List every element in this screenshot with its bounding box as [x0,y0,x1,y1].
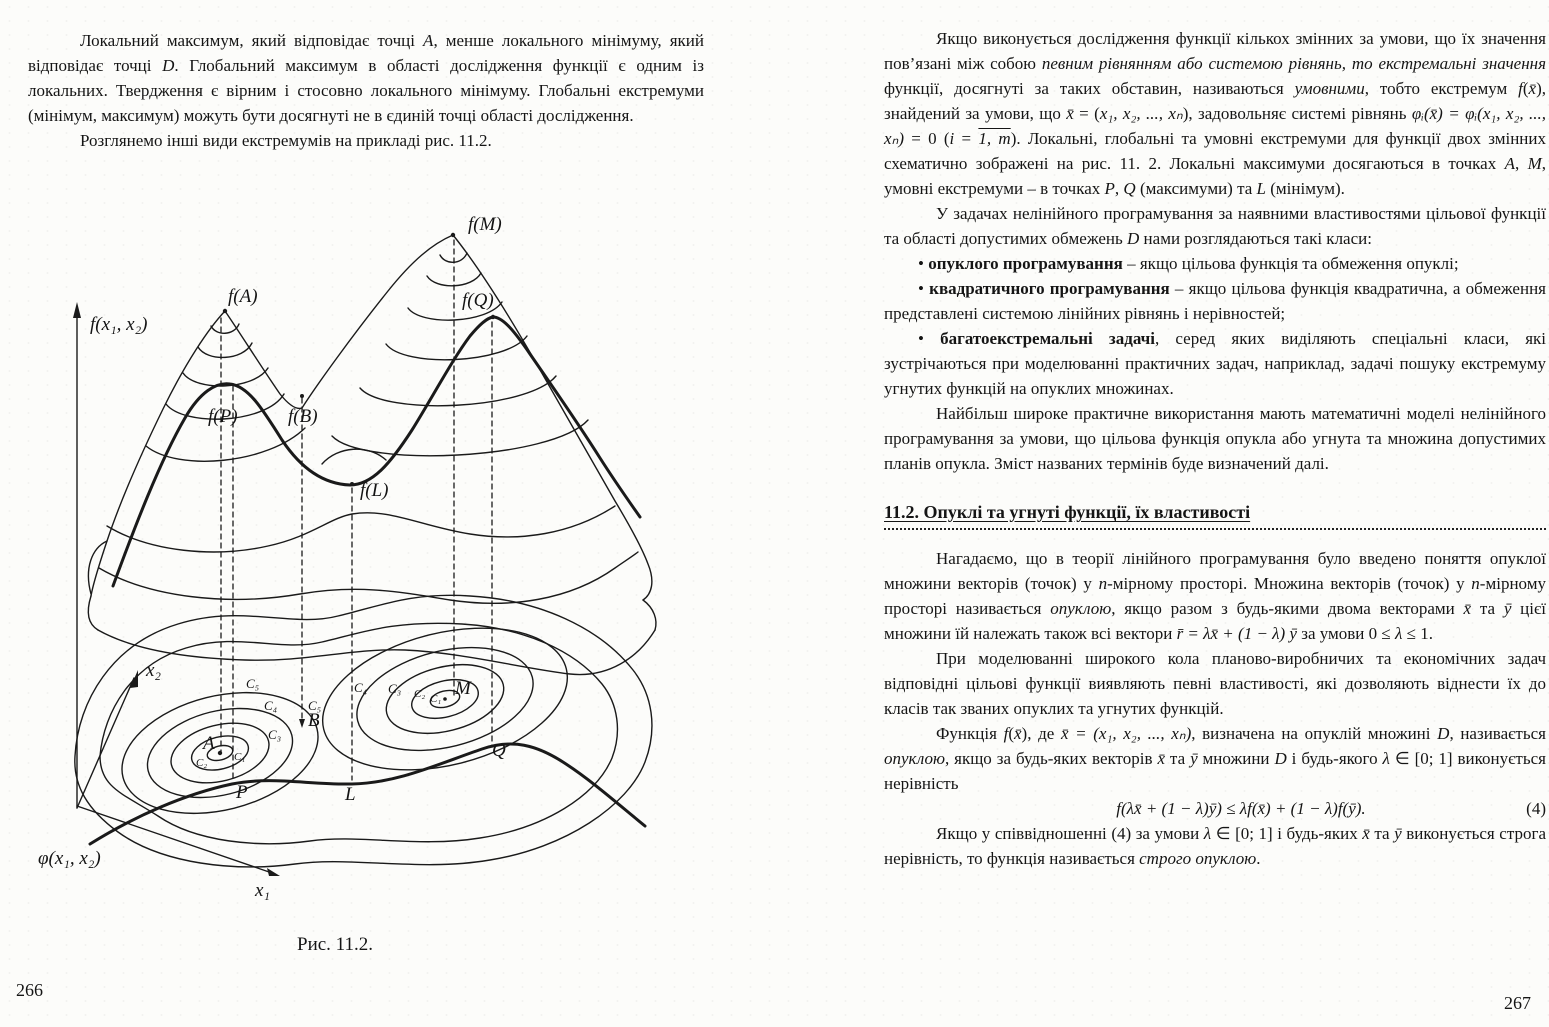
label-C5-left: C₅ [246,676,260,691]
paragraph: Нагадаємо, що в теорії лінійного програмування було введено поняття опуклої множини векторів (точок) у n-мірному просторі. Множина векторів (точок) у n-мірному просторі називається опуклою, якщо разом з будь-якими двома векторами x̄ та ȳ цієї множини їй належать також всі вектори r̄ = λx̄ + (1 − λ) ȳ за умови 0 ≤ λ ≤ 1. [884,549,1547,643]
paragraph: Локальний максимум, який відповідає точці A, менше локального мінімуму, який відповідає точці D. Глобальний максимум в області дослідження функції є одним із локальних. Твердження є вірним і стосовно локального мінімуму. Глобальні екстремуми (мінімум, максимум) можуть бути досягнуті не в єдиній точці області дослідження. [28,31,704,125]
point-A [218,751,222,755]
surface-bottom-edge [98,630,655,675]
page-number-left: 266 [16,980,43,1000]
x2-axis [77,678,134,808]
left-hill-right-flank [225,311,302,408]
label-fL: f(L) [360,480,389,501]
label-L: L [345,784,356,805]
x1-axis-arrow-icon [267,868,280,876]
left-hill-lower-edge [88,596,98,630]
extrema-surface-and-contour-diagram [0,196,740,920]
f-axis-label: f(x₁, x₂) [90,314,148,335]
contour-arc [198,343,252,357]
x1-axis [77,806,272,873]
label-fP: f(P) [208,406,238,427]
point-fA [223,309,227,313]
label-M: M [455,678,471,699]
page-number-right: 267 [1504,993,1531,1013]
paragraph: Розглянемо інші види екстремумів на прикладі рис. 11.2. [80,131,492,150]
dropline-B-arrow-icon [299,719,305,728]
outer-contour-2 [100,623,617,843]
phi-label: φ(x₁, x₂) [38,848,101,869]
paragraph: Якщо у співвідношенні (4) за умови λ ∈ [0; 1] і будь-яких x̄ та ȳ виконується строга нерівність, то функція називається строго опуклою. [884,824,1547,868]
section-heading: 11.2. Опуклі та угнуті функції, їх властивості [884,502,1251,522]
label-C1-right: C₁ [430,693,442,705]
valley-arc [322,449,386,464]
left-page-text [28,28,704,153]
formula-body: f(λx̄ + (1 − λ)ȳ) ≤ λf(x̄) + (1 − λ)f(ȳ). [1116,799,1366,818]
point-fM [451,233,455,237]
f-axis-arrow-icon [73,302,81,318]
paragraph: Найбільш широке практичне використання мають математичні моделі нелінійного програмування за умови, що цільова функція опукла або угнута та множина допустимих планів опукла. Зміст названих термінів буде визначений далі. [884,404,1546,473]
label-C3-right: C₃ [388,681,402,696]
label-fA: f(A) [228,286,258,307]
formula-4 [884,796,1546,821]
paragraph: Функція f(x̄), де x̄ = (x₁, x₂, ..., xₙ), визначена на опуклій множині D, називається опуклою, якщо за будь-яких векторів x̄ та ȳ множини D і будь-якого λ ∈ [0; 1] виконується нерівність [884,724,1546,793]
label-C2-left: C₂ [196,757,208,769]
figure-11-2 [0,196,740,920]
label-C4-left: C₄ [264,698,278,713]
point-M [443,697,447,701]
contour-arc [360,376,556,406]
label-B: B [308,710,320,731]
label-A: A [203,733,215,754]
label-C5-mid: C₅ [308,698,322,713]
label-C4-right: C₄ [354,680,368,695]
paragraph: Якщо виконується дослідження функції кількох змінних за умови, що їх значення пов’язані між собою певним рівнянням або системою рівнянь, то екстремальні значення функції, досягнуті за таких обставин, називаються умовними, тобто екстремум f(x̄), знайдений за умови, що x̄ = (x₁, x₂, ..., xₙ), задовольняє системі рівнянь φᵢ(x̄) = φᵢ(x₁, x₂, ..., xₙ) = 0 (i = 1, m). Локальні, глобальні та умовні екстремуми для функції двох змінних схематично зображені на рис. 11. 2. Локальні максимуми досягаються в точках A, M, умовні екстремуми – в точках P, Q (максимуми) та L (мінімум). [884,29,1547,198]
section-heading-wrap [884,500,1546,530]
point-fQ [491,315,495,319]
left-page [0,0,774,1027]
x2-axis-label: x₂ [146,660,162,681]
point-fB [300,394,304,398]
paragraph: При моделюванні широкого кола планово-виробничих та економічних задач відповідні цільові функції виявляють певні властивості, які дозволяють віднести їх до класів так званих опуклих та угнутих функцій. [884,649,1546,718]
bullet-item: • квадратичного програмування – якщо цільова функція квадратична, а обмеження представлені системою лінійних рівнянь і нерівностей; [884,279,1546,323]
label-Q: Q [492,740,506,761]
right-hill-fold [643,600,656,630]
point-fL [350,482,354,486]
label-fQ: f(Q) [462,290,494,311]
right-page [774,0,1549,1027]
bullet-item: • опуклого програмування – якщо цільова функція та обмеження опуклі; [918,254,1459,273]
right-hill-left-flank [302,235,453,408]
label-P: P [236,782,248,803]
x1-axis-label: x₁ [255,880,271,901]
figure-caption: Рис. 11.2. [297,934,373,955]
label-C1-left: C₁ [234,751,246,763]
surface-band [99,552,638,603]
right-page-text [884,26,1546,871]
label-C2-right: C₂ [414,688,426,700]
label-C3-left: C₃ [268,727,282,742]
formula-number: (4) [1526,799,1546,818]
bullet-item: • багатоекстремальні задачі, серед яких виділяють спеціальні класи, які зустрічаються при моделюванні практичних задач, наприклад, задачі пошуку екстремуму угнутих функцій на опуклих множинах. [884,329,1546,398]
label-fB: f(B) [288,406,318,427]
paragraph: У задачах нелінійного програмування за наявними властивостями цільової функції та області допустимих обмежень D нами розглядаються такі класи: [884,204,1546,248]
label-fM: f(M) [468,214,502,235]
surface-band [107,506,615,552]
